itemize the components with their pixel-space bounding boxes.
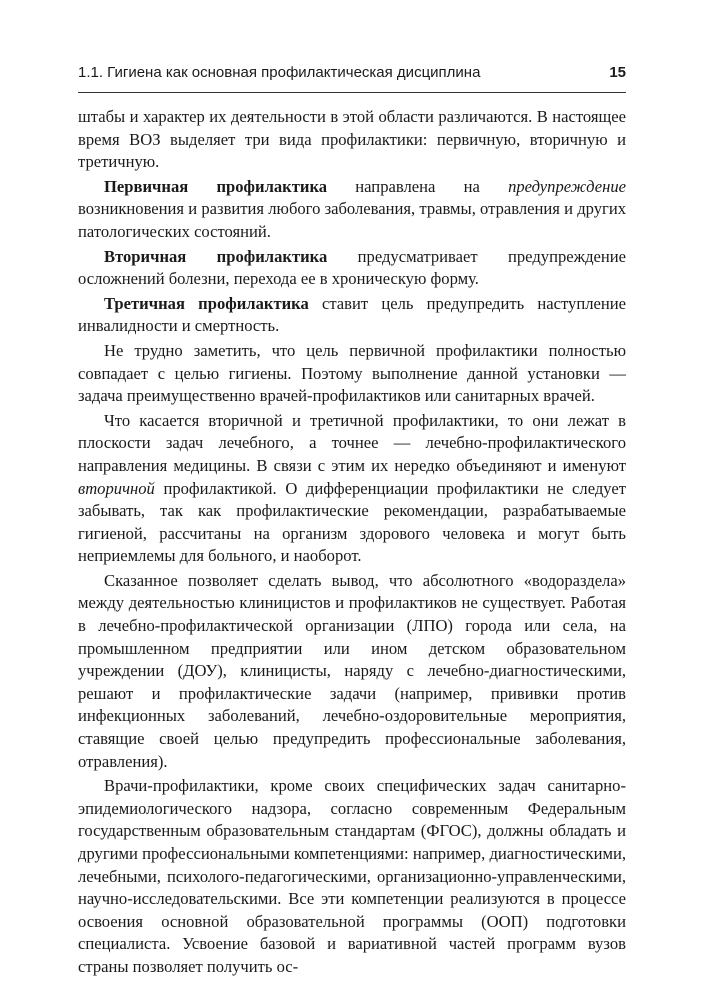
- paragraph-text: предусматривает предупреждение осложнений болезни, перехода ее в хроническую форму.: [78, 246, 627, 289]
- term-tertiary-prevention: Третичная профилактика: [104, 293, 309, 313]
- paragraph-tertiary-prevention: [78, 293, 626, 338]
- paragraph-text: Не трудно заметить, что цель первичной профилактики полностью совпадает с целью гигиены. Поэтому выполнение данной установки — задача преимущественно врачей-профилактиков или санитарных врачей.: [78, 340, 626, 406]
- running-header: [78, 62, 626, 84]
- paragraph-secondary-tertiary: [78, 410, 626, 568]
- page-number: 15: [609, 64, 626, 81]
- paragraph-text: ставит цель предупредить наступление инвалидности и смертность.: [78, 293, 626, 336]
- paragraph-prevention-doctors: [78, 775, 626, 978]
- header-rule: [78, 92, 626, 93]
- paragraph-primary-prevention: [78, 176, 626, 244]
- term-secondary-prevention: Вторичная профилактика: [104, 246, 328, 266]
- paragraph-text: профилактикой. О дифференциации профилактики не следует забывать, так как профилактические рекомендации, разрабатываемые гигиеной, рассчитаны на организм здорового человека и могут быть неприемлемы для больного, и наоборот.: [78, 478, 626, 566]
- paragraph-text: Врачи-профилактики, кроме своих специфических задач санитарно-эпидемиологического надзора, согласно современным Федеральным государственным образовательным стандартам (ФГОС), должны обладать и другими профессиональными компетенциями: например, диагностическими, лечебными, психолого-педагогическими, организационно-управленческими, научно-исследовательскими. Все эти компетенции реализуются в процессе освоения основной образовательной программы (ООП) подготовки специалиста. Усвоение базовой и вариативной частей программ вузов страны позволяет получить ос-: [78, 776, 626, 976]
- chapter-title: 1.1. Гигиена как основная профилактическая дисциплина: [78, 64, 481, 81]
- paragraph-continuation: [78, 106, 626, 174]
- term-primary-prevention: Первичная профилактика: [104, 176, 328, 196]
- paragraph-text: Что касается вторичной и третичной профилактики, то они лежат в плоскости задач лечебного, а точнее — лечебно-профилактического направления медицины. В связи с этим их нередко объединяют и именуют: [78, 410, 626, 475]
- emphasis-prevention: предупреждение: [508, 176, 626, 196]
- paragraph-text: направлена на: [327, 176, 509, 196]
- paragraph-text: Сказанное позволяет сделать вывод, что абсолютного «водораздела» между деятельностью клиницистов и профилактиков не существует. Работая в лечебно-профилактической организации (ЛПО) города или села, на промышленном предприятии или ином детском образовательном учреждении (ДОУ), клиницисты, наряду с лечебно-диагностическими, решают и профилактические задачи (например, прививки против инфекционных заболеваний, лечебно-оздоровительные мероприятия, ставящие своей целью предупредить профессиональные заболевания, отравления).: [78, 570, 626, 771]
- paragraph-secondary-prevention: [78, 246, 626, 291]
- emphasis-secondary: вторичной: [78, 478, 155, 498]
- paragraph-text: штабы и характер их деятельности в этой области различаются. В настоящее время ВОЗ выделяет три вида профилактики: первичную, вторичную и третичную.: [78, 107, 626, 172]
- paragraph-hygiene-goal: [78, 340, 626, 408]
- body-text: [78, 106, 626, 979]
- paragraph-text: возникновения и развития любого заболевания, травмы, отравления и других патологических состояний.: [78, 199, 626, 241]
- paragraph-clinicians: [78, 570, 626, 773]
